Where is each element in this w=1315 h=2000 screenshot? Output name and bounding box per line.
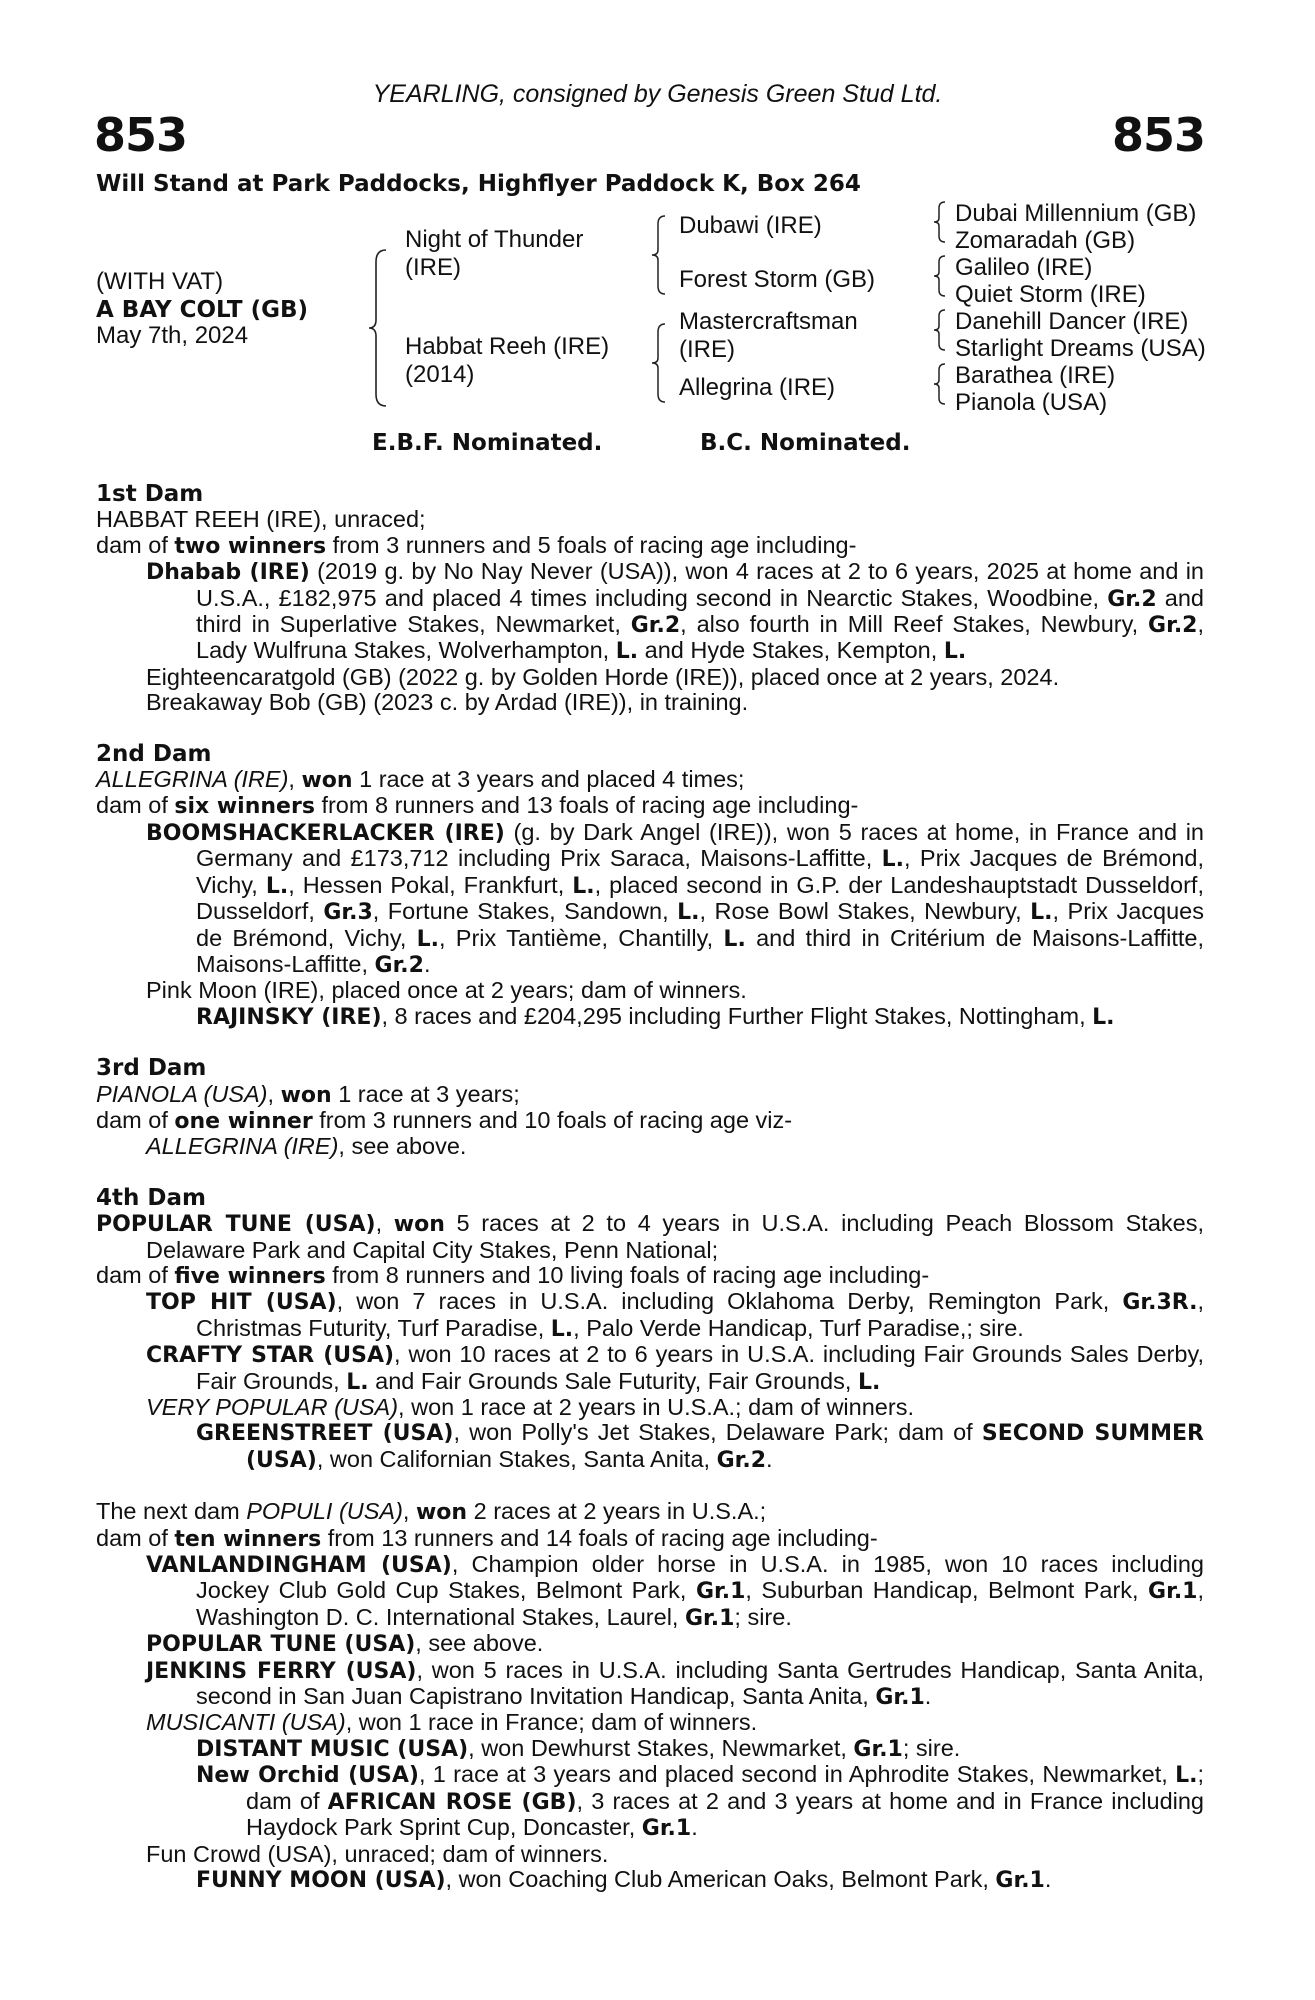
second-dam-section: [96, 742, 1204, 1030]
pedigree-brace-ggp-4: [932, 362, 948, 406]
horse-name: A BAY COLT (GB): [96, 297, 309, 323]
ggp-5: Danehill Dancer (IRE): [955, 308, 1189, 335]
pedigree-brace-ggp-2: [932, 254, 948, 298]
produce-entry: RAJINSKY (IRE), 8 races and £204,295 including Further Flight Stakes, Nottingham, L.: [196, 1002, 1115, 1030]
ggp-4: Quiet Storm (IRE): [955, 281, 1146, 308]
produce-record: [96, 482, 1204, 1893]
pedigree-brace-dam-parents: [650, 322, 668, 404]
dam-line: HABBAT REEH (IRE), unraced;: [96, 506, 426, 533]
great-grandparents: [955, 200, 1206, 416]
lot-number-right: 853: [1111, 108, 1205, 162]
ggp-8: Pianola (USA): [955, 389, 1108, 416]
produce-entry: New Orchid (USA), 1 race at 3 years and placed second in Aphrodite Stakes, Newmarket, L.; dam of AFRICAN ROSE (GB), 3 races at 2 and 3 years at home and in France including Haydock Park Sprint Cup, Doncaster, Gr.1.: [196, 1761, 1204, 1842]
pedigree-brace-ggp-1: [932, 200, 948, 244]
pedigree-brace-ggp-3: [932, 308, 948, 352]
dam-line: POPULAR TUNE (USA), won 5 races at 2 to 4 years in U.S.A. including Peach Blossom Stakes, Delaware Park and Capital City Stakes, Penn National;: [96, 1210, 1204, 1263]
pedigree-brace-sire-parents: [650, 214, 668, 296]
produce-entry: POPULAR TUNE (USA), see above.: [146, 1630, 544, 1658]
lot-number-left: 853: [94, 108, 188, 162]
produce-entry: VANLANDINGHAM (USA), Champion older horse in U.S.A. in 1985, won 10 races including Jockey Club Gold Cup Stakes, Belmont Park, Gr.1, Suburban Handicap, Belmont Park, Gr.1, Washington D. C. International Stakes, Laurel, Gr.1; sire.: [146, 1551, 1205, 1631]
produce-entry: JENKINS FERRY (USA), won 5 races in U.S.A. including Santa Gertrudes Handicap, Santa Anita, second in San Juan Capistrano Invitation Handicap, Santa Anita, Gr.1.: [146, 1656, 1204, 1711]
vat-label: (WITH VAT): [96, 268, 224, 295]
produce-entry: FUNNY MOON (USA), won Coaching Club American Oaks, Belmont Park, Gr.1.: [196, 1865, 1052, 1893]
produce-entry: GREENSTREET (USA), won Polly's Jet Stakes, Delaware Park; dam of SECOND SUMMER (USA), won Californian Stakes, Santa Anita, Gr.2.: [196, 1419, 1204, 1473]
stand-location: Will Stand at Park Paddocks, Highflyer Paddock K, Box 264: [96, 171, 861, 197]
section-heading: 1st Dam: [96, 481, 204, 507]
dam-of-line: dam of one winner from 3 runners and 10 foals of racing age viz-: [96, 1106, 793, 1134]
next-dam-section: [96, 1499, 1204, 1893]
produce-entry: VERY POPULAR (USA), won 1 race at 2 years in U.S.A.; dam of winners.: [146, 1394, 914, 1420]
produce-entry: ALLEGRINA (IRE), see above.: [146, 1133, 467, 1160]
ggp-3: Galileo (IRE): [955, 254, 1093, 281]
produce-entry: Breakaway Bob (GB) (2023 c. by Ardad (IRE)), in training.: [146, 689, 749, 716]
produce-entry: Fun Crowd (USA), unraced; dam of winners.: [146, 1840, 609, 1867]
sire-name: Night of Thunder (IRE): [405, 226, 584, 281]
section-heading: 4th Dam: [96, 1184, 206, 1211]
fourth-dam-section: [96, 1186, 1204, 1473]
first-dam-section: [96, 482, 1204, 716]
third-dam-section: [96, 1056, 1204, 1160]
dam-line: ALLEGRINA (IRE), won 1 race at 3 years and placed 4 times;: [96, 766, 745, 794]
produce-entry: MUSICANTI (USA), won 1 race in France; dam of winners.: [146, 1709, 758, 1736]
bc-nominated: B.C. Nominated.: [700, 430, 911, 456]
produce-entry: TOP HIT (USA), won 7 races in U.S.A. including Oklahoma Derby, Remington Park, Gr.3R., Christmas Futurity, Turf Paradise, L., Palo Verde Handicap, Turf Paradise,; sire.: [146, 1288, 1204, 1342]
ggp-1: Dubai Millennium (GB): [955, 200, 1197, 227]
sire-dam: Forest Storm (GB): [679, 266, 876, 293]
ebf-nominated: E.B.F. Nominated.: [372, 430, 603, 456]
section-heading: 3rd Dam: [96, 1055, 207, 1082]
catalogue-subtitle: YEARLING, consigned by Genesis Green Stud Ltd.: [372, 80, 943, 108]
dam-name: Habbat Reeh (IRE) (2014): [405, 333, 610, 388]
produce-entry: Pink Moon (IRE), placed once at 2 years; dam of winners.: [146, 977, 747, 1004]
dam-of-line: dam of five winners from 8 runners and 10 living foals of racing age including-: [96, 1261, 930, 1289]
produce-entry: Eighteencaratgold (GB) (2022 g. by Golden Horde (IRE)), placed once at 2 years, 2024.: [146, 663, 1060, 690]
produce-entry: BOOMSHACKERLACKER (IRE) (g. by Dark Angel (IRE)), won 5 races at home, in France and in Germany and £173,712 including Prix Saraca, Maisons-Laffitte, L., Prix Jacques de Brémond, Vichy, L., Hessen Pokal, Frankfurt, L., placed second in G.P. der Landeshauptstadt Dusseldorf, Dusseldorf, Gr.3, Fortune Stakes, Sandown, L., Rose Bowl Stakes, Newbury, L., Prix Jacques de Brémond, Vichy, L., Prix Tantième, Chantilly, L. and third in Critérium de Maisons-Laffitte, Maisons-Laffitte, Gr.2.: [146, 818, 1205, 978]
produce-entry: Dhabab (IRE) (2019 g. by No Nay Never (USA)), won 4 races at 2 to 6 years, 2025 at home and in U.S.A., £182,975 and placed 4 times including second in Nearctic Stakes, Woodbine, Gr.2 and third in Superlative Stakes, Newmarket, Gr.2, also fourth in Mill Reef Stakes, Newbury, Gr.2, Lady Wulfruna Stakes, Wolverhampton, L. and Hyde Stakes, Kempton, L.: [146, 558, 1205, 665]
horse-dob: May 7th, 2024: [96, 322, 249, 349]
ggp-2: Zomaradah (GB): [955, 227, 1136, 254]
dam-of-line: dam of two winners from 3 runners and 5 foals of racing age including-: [96, 531, 857, 559]
sire-sire: Dubawi (IRE): [679, 212, 822, 239]
dam-line: PIANOLA (USA), won 1 race at 3 years;: [96, 1080, 520, 1108]
dam-of-line: dam of ten winners from 13 runners and 14 foals of racing age including-: [96, 1524, 878, 1552]
dam-dam: Allegrina (IRE): [679, 374, 836, 401]
pedigree-brace-sire-dam: [366, 248, 390, 408]
section-heading: 2nd Dam: [96, 740, 212, 767]
produce-entry: CRAFTY STAR (USA), won 10 races at 2 to 6 years in U.S.A. including Fair Grounds Sales Derby, Fair Grounds, L. and Fair Grounds Sale Futurity, Fair Grounds, L.: [146, 1341, 1204, 1395]
dam-line: The next dam POPULI (USA), won 2 races at 2 years in U.S.A.;: [96, 1498, 767, 1526]
produce-entry: DISTANT MUSIC (USA), won Dewhurst Stakes, Newmarket, Gr.1; sire.: [196, 1734, 961, 1762]
ggp-7: Barathea (IRE): [955, 362, 1116, 389]
dam-of-line: dam of six winners from 8 runners and 13 foals of racing age including-: [96, 792, 859, 820]
dam-sire: Mastercraftsman (IRE): [679, 308, 858, 363]
ggp-6: Starlight Dreams (USA): [955, 335, 1206, 362]
